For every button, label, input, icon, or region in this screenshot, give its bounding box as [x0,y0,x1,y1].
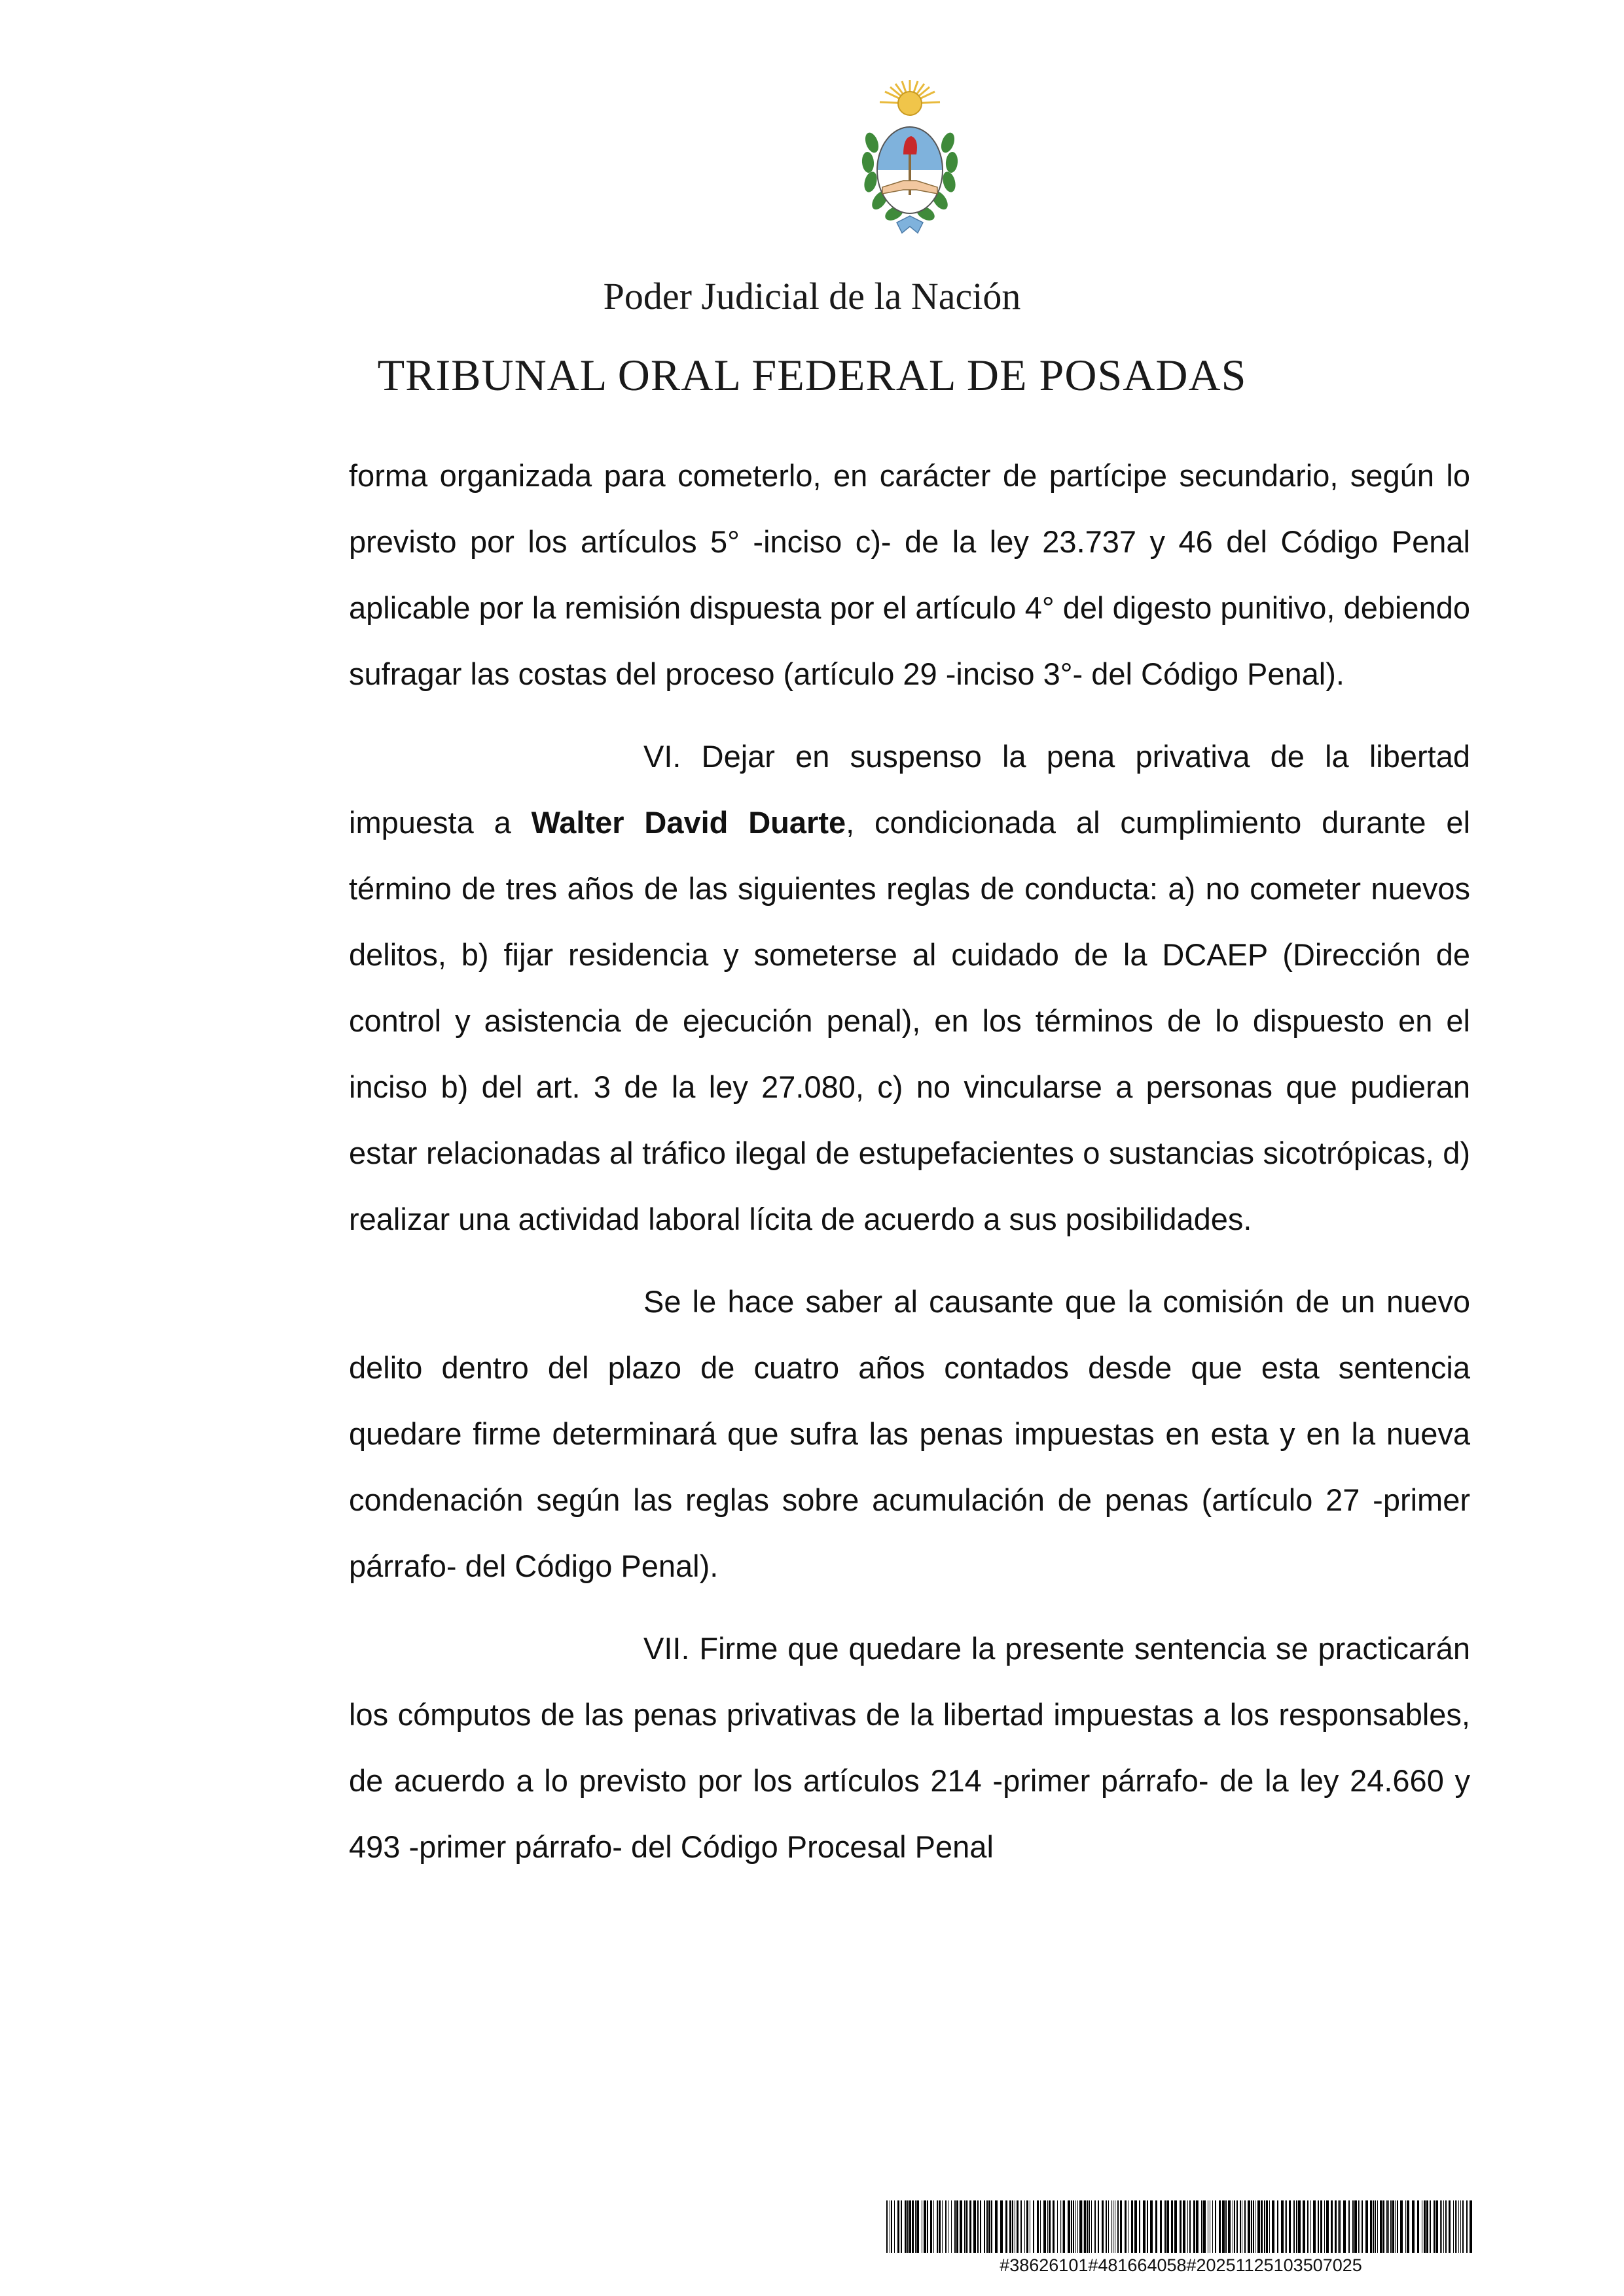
barcode-bar [1222,2200,1225,2253]
paragraph-vi [349,723,1470,1252]
barcode-bar [1020,2200,1022,2253]
paragraph-vi-intro: VI. Dejar en suspenso la pena privativa de la libertad impuesta a [349,739,1470,840]
barcode-bar [969,2200,971,2253]
barcode-bar [1240,2200,1241,2253]
barcode-bar [1150,2200,1153,2253]
barcode-bar [1094,2200,1096,2253]
barcode-bar [1193,2200,1195,2253]
barcode-bar [1155,2200,1157,2253]
paragraph-vii: VII. Firme que quedare la presente sentencia se practicarán los cómputos de las penas privativas de la libertad impuestas a los responsables, de acuerdo a lo previsto por los artículos 214 -primer párrafo- de la ley 24.660 y 493 -primer párrafo- del Código Procesal Penal [349,1631,1470,1864]
barcode-bar [1303,2200,1305,2253]
barcode-bar [1335,2200,1337,2253]
barcode-bar [945,2200,947,2253]
barcode-bar [1365,2200,1368,2253]
barcode-bar [1234,2200,1235,2253]
barcode-bar [886,2200,888,2253]
barcode-bar [1049,2200,1051,2253]
barcode-bar [1040,2200,1041,2253]
barcode-bar [1466,2200,1468,2253]
barcode-bar [1395,2200,1396,2253]
barcode-bar [1412,2200,1415,2253]
barcode-bar [1281,2200,1284,2253]
barcode-bar [1373,2200,1374,2253]
barcode-bar [1320,2200,1322,2253]
defendant-name: Walter David Duarte [531,805,846,840]
sun-icon [880,80,940,115]
barcode-bar [1068,2200,1070,2253]
barcode-bar [912,2200,914,2253]
barcode-bar [1077,2200,1078,2253]
barcode-bar [1117,2200,1119,2253]
barcode-bar [1017,2200,1019,2253]
barcode-bar [1392,2200,1394,2253]
barcode-bar [951,2200,952,2253]
barcode-bar [1338,2200,1339,2253]
barcode-bar [1228,2200,1231,2253]
barcode-bar [894,2200,895,2253]
barcode-bar [1248,2200,1250,2253]
barcode-bar [980,2200,981,2253]
barcode-bar [1445,2200,1447,2253]
barcode-bar [1106,2200,1107,2253]
barcode-bar [1441,2200,1442,2253]
barcode-bar [1189,2200,1191,2253]
barcode-bar [1286,2200,1287,2253]
barcode-bar [1102,2200,1104,2253]
barcode-bar [924,2200,926,2253]
barcode-bar [1460,2200,1461,2253]
barcode-bar [1160,2200,1162,2253]
barcode-bar [1203,2200,1206,2253]
barcode-bar [1352,2200,1354,2253]
barcode-bar [1071,2200,1072,2253]
barcode-bar [960,2200,962,2253]
barcode-bar [1134,2200,1137,2253]
barcode-bar [1293,2200,1295,2253]
barcode-bar [965,2200,967,2253]
barcode-bar [1261,2200,1263,2253]
barcode-bar [1377,2200,1378,2253]
barcode-bar [1174,2200,1177,2253]
barcode-bar [1024,2200,1025,2253]
barcode-bar [1370,2200,1372,2253]
barcode-bar [1005,2200,1007,2253]
barcode-bar [1166,2200,1169,2253]
barcode-bar [1390,2200,1392,2253]
barcode-bar [1436,2200,1438,2253]
barcode-bar [1348,2200,1350,2253]
barcode-bar [1264,2200,1265,2253]
barcode-bar [1183,2200,1185,2253]
paragraph-continuation: forma organizada para cometerlo, en carácter de partícipe secundario, según lo previsto por los artículos 5° -inciso c)- de la ley 23.737 y 46 del Código Penal aplicable por la remisión dispuesta por el artículo 4° del digesto punitivo, debiendo sufragar las costas del proceso (artículo 29 -inciso 3°- del Código Penal). [349,458,1470,691]
barcode-bar [897,2200,899,2253]
barcode-bar [1375,2200,1376,2253]
barcode-bar [1219,2200,1221,2253]
barcode-bar [988,2200,990,2253]
barcode-bar [1089,2200,1090,2253]
barcode-bar [1405,2200,1406,2253]
barcode-bar [1307,2200,1308,2253]
barcode-bar [1298,2200,1301,2253]
barcode-bar [1215,2200,1216,2253]
barcode-bar [1009,2200,1011,2253]
barcode-bar [956,2200,958,2253]
barcode-bar [933,2200,934,2253]
barcode-bar [1026,2200,1028,2253]
barcode-bar [1458,2200,1459,2253]
barcode-bar [1331,2200,1333,2253]
barcode-bar [1339,2200,1341,2253]
barcode-bar [1180,2200,1182,2253]
barcode-bar [1236,2200,1238,2253]
barcode-bar [973,2200,976,2253]
barcode-bar [1407,2200,1409,2253]
barcode-bar [1272,2200,1274,2253]
barcode-bar [1037,2200,1039,2253]
barcode-bar [1084,2200,1086,2253]
barcode-bar [1362,2200,1363,2253]
barcode-bar [1139,2200,1140,2253]
barcode-bar [907,2200,909,2253]
barcode-bar [905,2200,907,2253]
barcode-bar [1131,2200,1133,2253]
barcode-bar [1456,2200,1457,2253]
barcode-bar [1358,2200,1359,2253]
barcode-bar [1417,2200,1419,2253]
barcode-bar [1266,2200,1268,2253]
coat-of-arms-icon [857,77,962,238]
barcode-bar [1324,2200,1325,2253]
institution-name: Poder Judicial de la Nación [603,275,1021,317]
barcode-bar [1120,2200,1122,2253]
barcode-bar [1047,2200,1048,2253]
barcode-bar [1063,2200,1065,2253]
barcode-icon [885,2200,1477,2253]
tribunal-title: TRIBUNAL ORAL FEDERAL DE POSADAS [377,350,1247,400]
barcode-bar [1073,2200,1074,2253]
barcode-bar [1079,2200,1082,2253]
barcode-bar [1397,2200,1398,2253]
barcode-bar [1313,2200,1316,2253]
barcode-bar [1251,2200,1252,2253]
barcode-bar [1143,2200,1146,2253]
barcode-bar [1400,2200,1403,2253]
barcode-bar [1326,2200,1329,2253]
barcode-bar [986,2200,988,2253]
barcode-bar [1470,2200,1472,2253]
barcode-number: #38626101#481664058#20251125103507025 [1000,2255,1362,2275]
barcode-bar [1091,2200,1092,2253]
barcode-bar [1289,2200,1291,2253]
barcode-bar [915,2200,916,2253]
barcode-bar [1449,2200,1451,2253]
barcode-bar [1257,2200,1260,2253]
paragraph-vi-rules: , condicionada al cumplimiento durante el término de tres años de las siguientes reglas de conducta: a) no cometer nuevos delitos, b) fijar residencia y someterse al cuidado de la DCAEP (Dirección de control y asistencia de ejecución penal), en los términos de lo dispuesto en el inciso b) del art. 3 de la ley 27.080, c) no vincularse a personas que pudieran estar relacionadas al tráfico ilegal de estupefacientes o sustancias sicotrópicas, d) realizar una actividad laboral lícita de acuerdo a sus posibilidades. [349,805,1471,1236]
barcode-bar [939,2200,941,2253]
barcode-bar [1430,2200,1431,2253]
barcode-bar [1075,2200,1076,2253]
barcode-bar [1125,2200,1127,2253]
barcode-bar [954,2200,956,2253]
barcode-bar [1310,2200,1311,2253]
barcode-bar [1434,2200,1435,2253]
barcode-bar [1108,2200,1109,2253]
barcode-bar [1285,2200,1286,2253]
barcode-bar [1033,2200,1034,2253]
barcode-bar [1196,2200,1198,2253]
barcode-bar [1212,2200,1213,2253]
barcode-bar [1296,2200,1297,2253]
barcode-bar [1440,2200,1441,2253]
barcode-bar [1269,2200,1270,2253]
barcode-bar [1201,2200,1202,2253]
barcode-bar [1277,2200,1278,2253]
barcode-bar [901,2200,902,2253]
barcode-bar [1253,2200,1254,2253]
barcode-bar [1386,2200,1388,2253]
barcode-bar [909,2200,911,2253]
barcode-bar [927,2200,928,2253]
barcode-bar [1060,2200,1061,2253]
barcode-bar [1057,2200,1058,2253]
barcode-bar [916,2200,919,2253]
barcode-bar [930,2200,932,2253]
barcode-bar [1053,2200,1055,2253]
barcode-bar [1187,2200,1188,2253]
barcode-bar [967,2200,968,2253]
barcode-bar [1426,2200,1428,2253]
barcode-bar [891,2200,892,2253]
document-body [349,442,1470,1896]
barcode-bar [1244,2200,1246,2253]
barcode-bar [1382,2200,1384,2253]
barcode-bar [1453,2200,1454,2253]
barcode-bar [1111,2200,1112,2253]
barcode-bar [1354,2200,1357,2253]
barcode-bar [1171,2200,1173,2253]
barcode-bar [964,2200,965,2253]
barcode-bar [1424,2200,1426,2253]
barcode-bar [984,2200,985,2253]
barcode-bar [1043,2200,1046,2253]
barcode-bar [1087,2200,1088,2253]
barcode-bar [942,2200,943,2253]
paragraph-notice: Se le hace saber al causante que la comisión de un nuevo delito dentro del plazo de cuatro años contados desde que esta sentencia quedare firme determinará que sufra las penas impuestas en esta y en la nueva condenación según las reglas sobre acumulación de penas (artículo 27 -primer párrafo- del Código Penal). [349,1284,1470,1583]
barcode-bar [995,2200,998,2253]
barcode-bar [1318,2200,1319,2253]
ribbon-icon [897,216,923,233]
barcode-bar [977,2200,979,2253]
barcode-bar [1343,2200,1346,2253]
barcode-bar [1164,2200,1166,2253]
barcode-bar [1455,2200,1456,2253]
barcode-bar [1225,2200,1227,2253]
barcode-bar [1012,2200,1013,2253]
barcode-bar [1443,2200,1444,2253]
barcode-bar [1000,2200,1003,2253]
barcode-bar [1462,2200,1464,2253]
barcode-bar [1147,2200,1148,2253]
barcode-bar [1098,2200,1099,2253]
barcode-bar [1380,2200,1382,2253]
barcode-bar [1388,2200,1389,2253]
barcode-bar [937,2200,938,2253]
barcode-bar [991,2200,992,2253]
